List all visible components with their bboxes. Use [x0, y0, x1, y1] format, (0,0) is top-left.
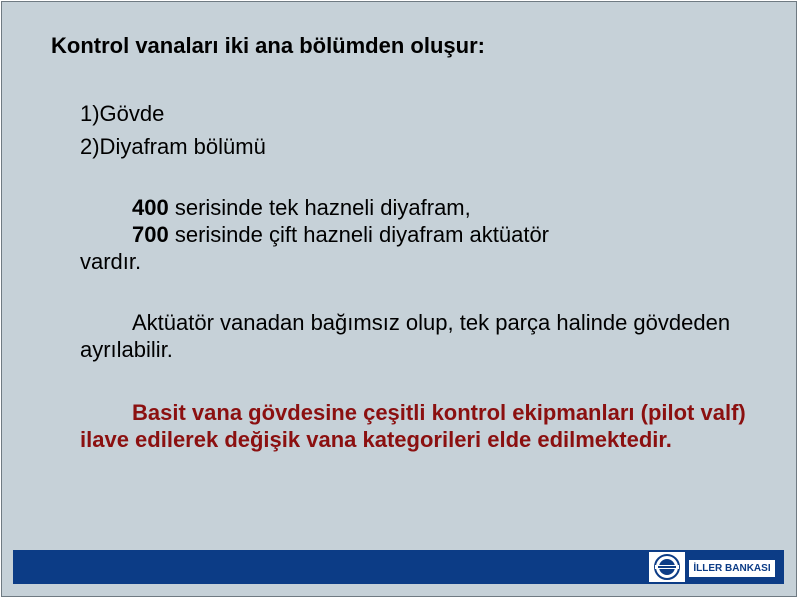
slide-title: Kontrol vanaları iki ana bölümden oluşur:	[51, 33, 485, 58]
series-paragraph	[80, 194, 760, 275]
highlight-paragraph	[80, 399, 760, 453]
actuator-paragraph	[80, 309, 760, 363]
series-number-400: 400	[132, 195, 169, 220]
series-text-400: serisinde tek hazneli diyafram,	[168, 195, 471, 220]
series-number-700: 700	[132, 222, 169, 247]
component-list	[80, 97, 266, 163]
iller-bankasi-logo-icon	[649, 552, 685, 582]
series-line-700	[80, 221, 760, 248]
list-item-diaphragm: 2)Diyafram bölümü	[80, 134, 266, 159]
slide	[1, 1, 797, 597]
actuator-text: Aktüatör vanadan bağımsız olup, tek parça halinde gövdeden ayrılabilir.	[80, 310, 731, 362]
series-line-end: vardır.	[80, 249, 142, 274]
list-item-body: 1)Gövde	[80, 101, 165, 126]
brand-label: İLLER BANKASI	[689, 560, 775, 577]
series-text-700: serisinde çift hazneli diyafram aktüatör	[168, 222, 550, 247]
highlight-text: Basit vana gövdesine çeşitli kontrol ekipmanları (pilot valf) ilave edilerek değişik vana kategorileri elde edilmektedir.	[80, 400, 746, 452]
series-line-400	[80, 194, 760, 221]
